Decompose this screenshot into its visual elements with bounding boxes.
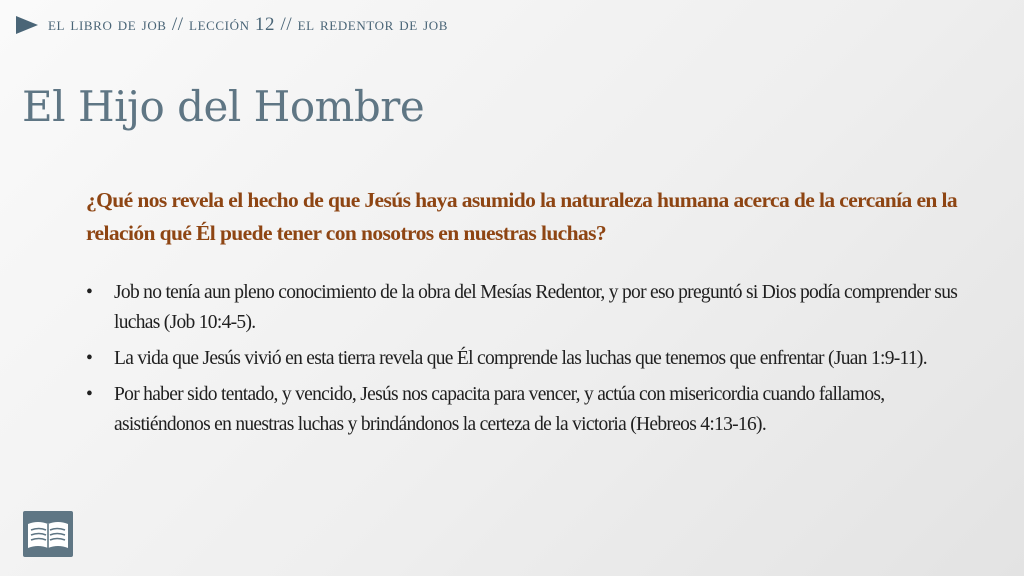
open-book-logo-icon	[22, 510, 74, 558]
bullet-icon: •	[86, 384, 93, 405]
header	[16, 14, 448, 36]
list-item	[86, 380, 966, 440]
bullet-list	[86, 278, 966, 446]
list-item	[86, 278, 966, 338]
bullet-icon: •	[86, 348, 93, 369]
question-text: ¿Qué nos revela el hecho de que Jesús haya asumido la naturaleza humana acerca de la cercanía en la relación qué Él puede tener con nosotros en nuestras luchas?	[86, 188, 958, 245]
breadcrumb: el libro de job // lección 12 // el redentor de job	[48, 14, 449, 35]
list-item	[86, 344, 966, 374]
bullet-text: La vida que Jesús vivió en esta tierra revela que Él comprende las luchas que tenemos que enfrentar (Juan 1:9-11).	[114, 348, 927, 369]
bullet-text: Job no tenía aun pleno conocimiento de la obra del Mesías Redentor, y por eso preguntó si Dios podía comprender sus luchas (Job 10:4-5).	[114, 282, 958, 333]
bullet-icon: •	[86, 282, 93, 303]
bullet-text: Por haber sido tentado, y vencido, Jesús nos capacita para vencer, y actúa con misericordia cuando fallamos, asistiéndonos en nuestras luchas y brindándonos la certeza de la victoria (Hebreos 4:13-16).	[114, 384, 885, 435]
triangle-right-icon	[16, 16, 38, 34]
page-title: El Hijo del Hombre	[22, 82, 425, 131]
